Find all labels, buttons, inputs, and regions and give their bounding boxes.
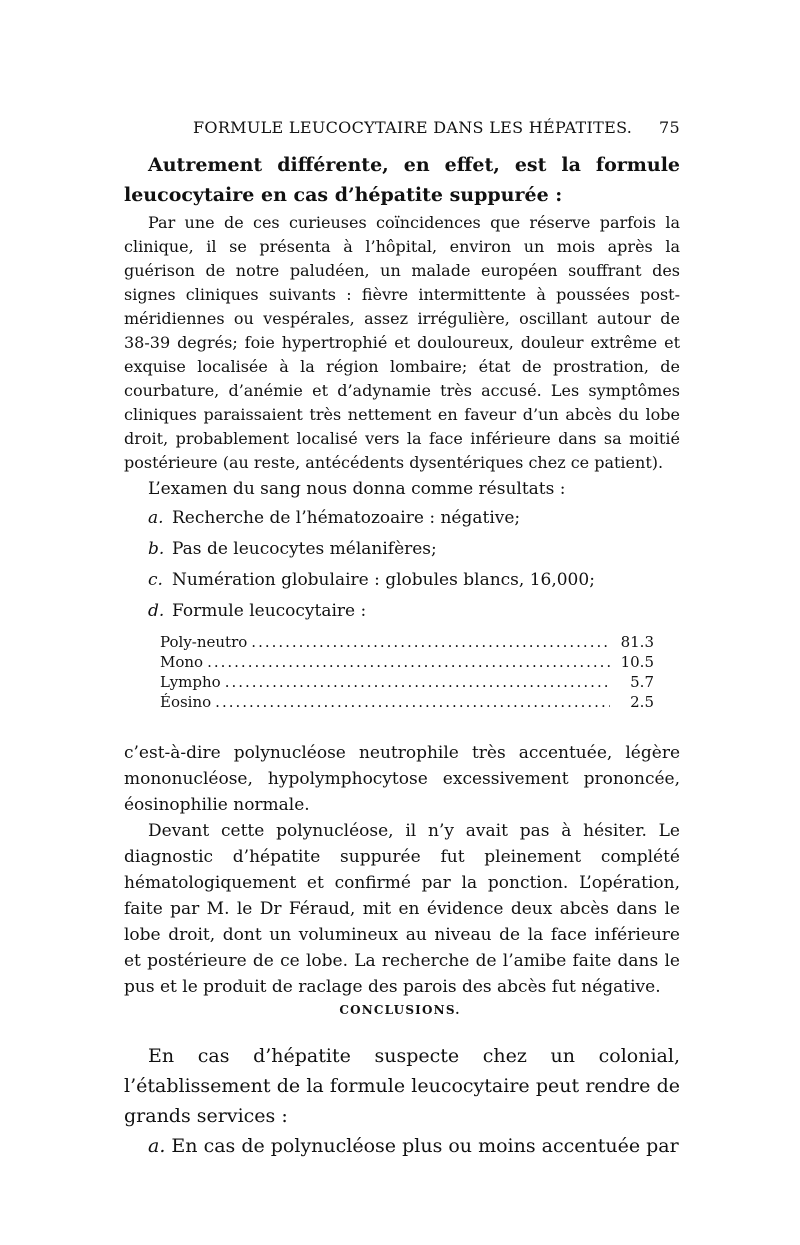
interpretation-block bbox=[124, 740, 680, 818]
conclusion-text: En cas d’hépatite suspecte chez un colonial, l’établissement de la formule leucocytaire peut rendre de grands services : bbox=[124, 1045, 680, 1127]
running-title: FORMULE LEUCOCYTAIRE DANS LES HÉPATITES. bbox=[193, 118, 633, 137]
diagnosis-block bbox=[124, 818, 680, 1000]
formula-row bbox=[160, 652, 654, 672]
page-number: 75 bbox=[659, 118, 680, 137]
result-label: a. bbox=[148, 508, 164, 528]
formula-cell-value: 81.3 bbox=[620, 633, 654, 651]
diagnosis-text: Devant cette polynucléose, il n’y avait pas à hésiter. Le diagnostic d’hépatite suppurée fut pleinement complété hématologiquement et confirmé par la ponction. L’opération, faite par M. le Dr Féraud, mit en évidence deux abcès dans le lobe droit, dont un volumineux au niveau de la face inférieure et postérieure de ce lobe. La recherche de l’amibe faite dans le pus et le produit de raclage des parois des abcès fut négative. bbox=[124, 821, 680, 997]
result-label: b. bbox=[148, 539, 165, 559]
leader-dots bbox=[251, 632, 610, 652]
result-label: d. bbox=[148, 601, 165, 621]
formula-cell-value: 5.7 bbox=[630, 673, 654, 691]
leucocyte-formula-table bbox=[160, 632, 654, 712]
conclusions-heading: CONCLUSIONS. bbox=[339, 1003, 461, 1017]
result-item bbox=[148, 565, 668, 596]
intro-text: Autrement différente, en effet, est la formule leucocytaire en cas d’hépatite suppurée : bbox=[124, 154, 680, 206]
leader-dots bbox=[225, 672, 610, 692]
result-label: c. bbox=[148, 570, 163, 590]
formula-row bbox=[160, 672, 654, 692]
formula-cell-name: Lympho bbox=[160, 673, 221, 691]
result-item bbox=[148, 596, 668, 627]
conclusion-item bbox=[124, 1131, 680, 1161]
intro-paragraph bbox=[124, 150, 680, 210]
formula-row bbox=[160, 632, 654, 652]
formula-cell-name: Mono bbox=[160, 653, 204, 671]
interpretation-text: c’est-à-dire polynucléose neutrophile très accentuée, légère mononucléose, hypolymphocytose excessivement prononcée, éosinophilie normale. bbox=[124, 743, 680, 815]
formula-row bbox=[160, 692, 654, 712]
result-text: Pas de leucocytes mélanifères; bbox=[172, 539, 437, 559]
result-text: Numération globulaire : globules blancs, 16,000; bbox=[172, 570, 595, 590]
results-intro: L’examen du sang nous donna comme résultats : bbox=[148, 479, 566, 499]
formula-cell-value: 2.5 bbox=[630, 693, 654, 711]
result-text: Recherche de l’hématozoaire : négative; bbox=[172, 508, 521, 528]
leader-dots bbox=[215, 692, 610, 712]
conclusion-item-text: En cas de polynucléose plus ou moins accentuée par bbox=[171, 1135, 679, 1157]
formula-cell-value: 10.5 bbox=[620, 653, 654, 671]
results-list bbox=[148, 503, 668, 627]
case-paragraph: Par une de ces curieuses coïncidences que réserve parfois la clinique, il se présenta à l’hôpital, environ un mois après la guérison de notre paludéen, un malade européen souffrant des signes cliniques suivants : fièvre intermittente à poussées post-méridiennes ou vespérales, assez irrégulière, oscillant autour de 38-39 degrés; foie hypertrophié et douloureux, douleur extrême et exquise localisée à la région lombaire; état de prostration, de courbature, d’anémie et d’adynamie très accusé. Les symptômes cliniques paraissaient très nettement en faveur d’un abcès du lobe droit, probablement localisé vers la face inférieure dans sa moitié postérieure (au reste, antécédents dysentériques chez ce patient). bbox=[124, 213, 680, 472]
result-text: Formule leucocytaire : bbox=[172, 601, 367, 621]
conclusions-block bbox=[124, 1041, 680, 1161]
formula-cell-name: Poly-neutro bbox=[160, 633, 248, 651]
formula-cell-name: Éosino bbox=[160, 693, 212, 711]
results-intro-block bbox=[124, 477, 680, 501]
conclusion-item-label: a. bbox=[148, 1135, 166, 1157]
result-item bbox=[148, 534, 668, 565]
leader-dots bbox=[207, 652, 610, 672]
case-report bbox=[124, 211, 680, 475]
result-item bbox=[148, 503, 668, 534]
